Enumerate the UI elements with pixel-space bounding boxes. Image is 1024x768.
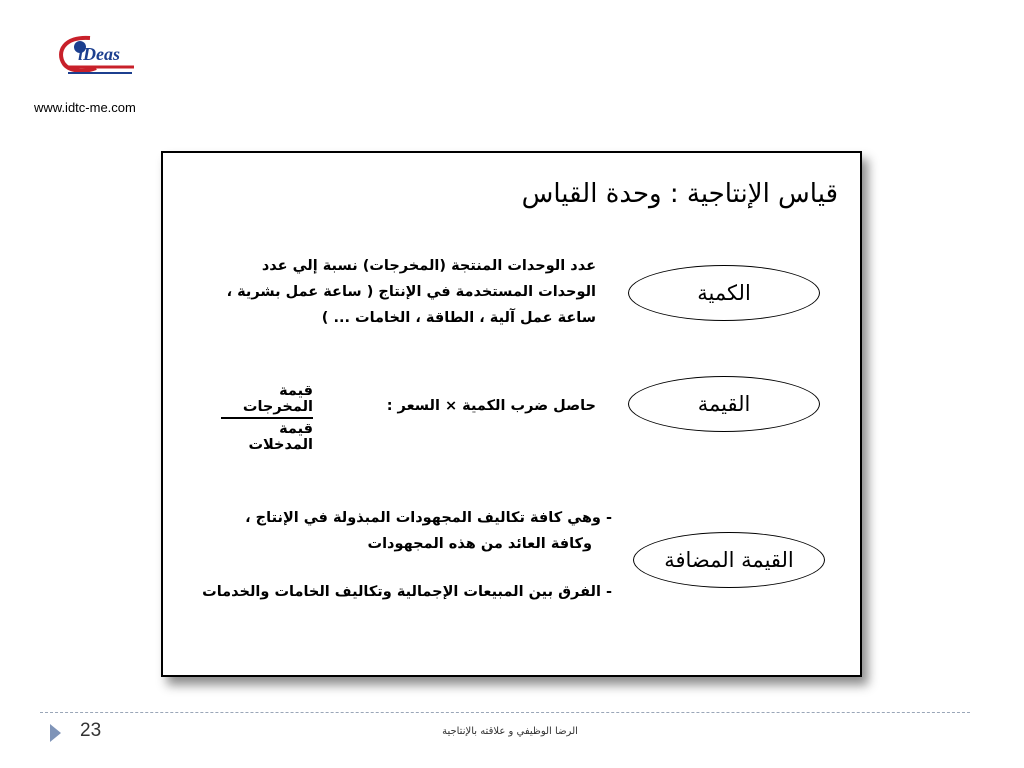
- logo-text: iDeas: [78, 44, 120, 64]
- value-description: [387, 393, 596, 419]
- quantity-description: [227, 253, 596, 331]
- term-label: الكمية: [697, 281, 751, 305]
- description-line: الوحدات المستخدمة في الإنتاج ( ساعة عمل بشرية ،: [226, 284, 596, 300]
- description-line: حاصل ضرب الكمية × السعر :: [386, 398, 596, 414]
- description-line: وكافة العائد من هذه المجهودات: [367, 536, 592, 552]
- term-ellipse-quantity: [628, 265, 820, 321]
- fraction-denominator: قيمة المدخلات: [248, 421, 313, 453]
- ideas-logo: [50, 30, 140, 80]
- term-label: القيمة: [697, 392, 751, 416]
- play-arrow-icon[interactable]: [50, 724, 61, 742]
- footer-divider: [40, 712, 970, 713]
- term-ellipse-value-added: [633, 532, 825, 588]
- description-line: عدد الوحدات المنتجة (المخرجات) نسبة إلي عدد: [261, 258, 596, 274]
- term-ellipse-value: [628, 376, 820, 432]
- description-line: - وهي كافة تكاليف المجهودات المبذولة في الإنتاج ،: [245, 510, 612, 526]
- slide-image: [161, 151, 862, 677]
- value-added-description-difference: [202, 579, 612, 605]
- term-label: القيمة المضافة: [664, 548, 794, 572]
- value-fraction: [221, 383, 313, 453]
- value-added-description: [245, 505, 612, 557]
- slide-title: قياس الإنتاجية : وحدة القياس: [521, 179, 838, 209]
- description-line: ساعة عمل آلية ، الطاقة ، الخامات ... ): [321, 310, 596, 326]
- description-line: - الفرق بين المبيعات الإجمالية وتكاليف الخامات والخدمات: [202, 584, 612, 600]
- website-url[interactable]: www.idtc-me.com: [34, 100, 136, 115]
- footer-caption: الرضا الوظيفي و علاقته بالإنتاجية: [442, 726, 578, 737]
- page-number: 23: [80, 720, 102, 741]
- fraction-numerator: قيمة المخرجات: [242, 383, 313, 415]
